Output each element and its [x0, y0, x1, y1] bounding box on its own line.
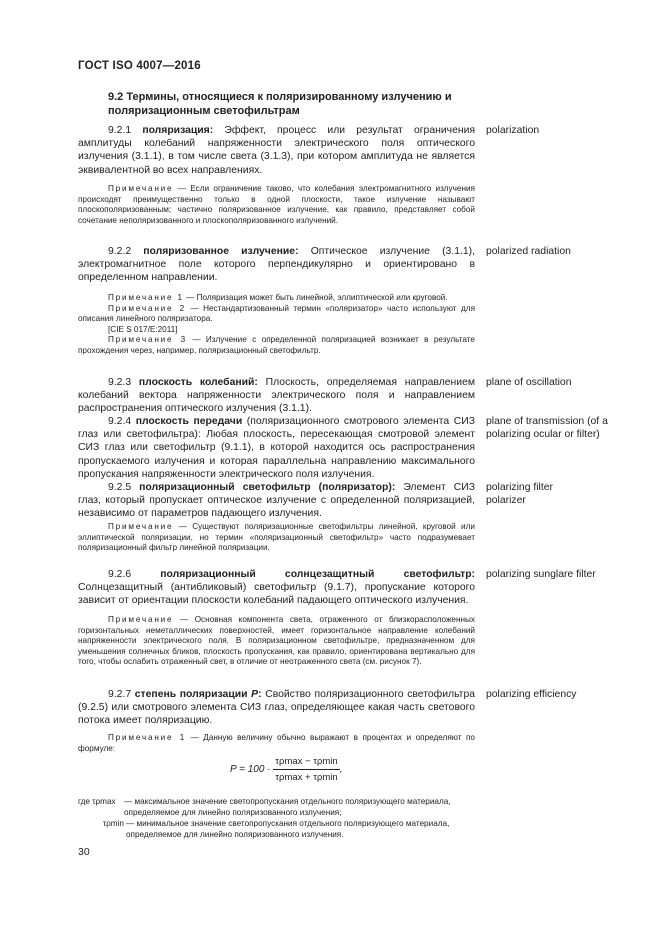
term-definition: (поляризационного смотрового элемента СИЗ глаз или светофильтра): Любая плоскость, пересекающая смотровой элемент СИЗ глаз или светофильтр (9.1.1), в которой находится ось распространения пропускаемого излучения и которая параллельна направлению максимального пропускания напряженности электрического поля излучения.: [78, 416, 475, 480]
note-9-2-5: Примечание — Существуют поляризационные светофильтры линейной, круговой или эллиптической поляризации, но термин «поляризационный светофильтр» часто подразумевает поляризационный фильтр линейной поляризации.: [78, 522, 475, 553]
reference: [CIE S 017/E:2011]: [108, 324, 178, 334]
formula-numerator: τρmax − τρmin: [273, 756, 339, 770]
term-number: 9.2.1: [108, 125, 132, 136]
term-en-line: polarizing filter: [486, 482, 553, 493]
note-9-2-6: Примечание — Основная компонента света, отраженного от близкорасположенных горизонтальных неметаллических поверхностей, имеет горизонтальное направление колебаний напряженности электрического поля. В поляризационном светофильтре, предназначенном для уменьшения солнечных бликов, плоскость пропускания, как правило, ориентирована вертикально для того, чтобы ослабить отраженный свет, в отличие от неотраженного света (см. рисунок 7).: [78, 615, 475, 667]
term-definition: Свойство поляризационного светофильтра (9.2.5) или смотрового элемента СИЗ глаз, определяющее какая часть светового потока имеет поляризацию.: [78, 689, 475, 727]
term-name: поляризационный солнцезащитный светофильтр:: [160, 569, 475, 580]
term-en-plane-of-transmission: plane of transmission (of a polarizing ocular or filter): [486, 416, 608, 441]
note-9-2-7: Примечание 1 — Данную величину обычно выражают в процентах и определяют по формуле:: [78, 733, 475, 753]
term-name: поляризованное излучение:: [143, 246, 299, 257]
term-name: поляризация:: [142, 125, 214, 136]
term-number: 9.2.7: [108, 689, 132, 700]
term-en-polarization: polarization: [486, 125, 540, 136]
formula-denominator: τρmax + τρmin: [275, 772, 338, 783]
term-9-2-6: [78, 568, 475, 608]
document-header: ГОСТ ISO 4007—2016: [78, 60, 201, 72]
where-line-1: где τρmax — максимальное значение светопропускания отдельного поляризующего материала, определяемое для линейно поляризованного излучения;: [78, 797, 451, 817]
term-definition: Элемент СИЗ глаз, который пропускает оптическое излучение с определенной поляризацией, независимо от параметров падающего излучения.: [78, 482, 475, 520]
section-title: 9.2 Термины, относящиеся к поляризированному излучению и поляризационным светофильтрам: [108, 91, 452, 117]
term-en-polarizing-sunglare-filter: polarizing sunglare filter: [486, 569, 596, 580]
term-en-polarized-radiation: polarized radiation: [486, 246, 571, 257]
term-number: 9.2.2: [108, 246, 132, 257]
term-9-2-4: [78, 415, 475, 481]
note-9-2-1: Примечание — Если ограничение таково, что колебания электромагнитного излучения происходят преимущественно только в одной плоскости, такое излучение называют плоскополяризованным; частично поляризованное излучение, как правило, представляет собой сочетание неполяризованного и плоскополяризованного излучений.: [78, 184, 475, 225]
term-9-2-1: [78, 124, 475, 177]
term-number: 9.2.6: [108, 569, 132, 580]
term-definition: Оптическое излучение (3.1.1), электромагнитное поле которого перпендикулярно и ориентировано в определенном направлении.: [78, 246, 476, 284]
term-9-2-7: [78, 688, 475, 728]
where-line-2: τρmin — минимальное значение светопропускания отдельного поляризующего материала, определяемое для линейно поляризованного излучения.: [102, 819, 450, 839]
term-9-2-2: [78, 245, 475, 285]
term-definition: Солнцезащитный (антибликовый) светофильтр (9.1.7), пропускание которого зависит от ориентации плоскости колебаний падающего оптического излучения.: [78, 582, 475, 607]
term-name: плоскость колебаний:: [138, 377, 258, 388]
notes-9-2-2: Примечание 1 — Поляризация может быть линейной, эллиптической или круговой. Примечание 2 — Нестандартизованный термин «поляризатор» часто используют для описания линейного поляризатора. [CIE S 017/E:2011] Примечание 3 — Излучение с определенной поляризацией возникает в результате прохождения через, например, поляризационный светофильтр.: [78, 293, 475, 355]
term-9-2-5: [78, 481, 475, 521]
term-en-plane-of-oscillation: plane of oscillation: [486, 377, 572, 388]
term-name: поляризационный светофильтр (поляризатор):: [139, 482, 396, 493]
term-number: 9.2.5: [108, 482, 132, 493]
page-number: 30: [78, 846, 90, 858]
formula-lhs: P = 100 ·: [230, 764, 271, 776]
term-en-polarizing-filter: [486, 481, 611, 507]
term-number: 9.2.3: [108, 377, 132, 388]
term-name: плоскость передачи: [135, 416, 243, 427]
term-definition: Плоскость, определяемая направлением колебаний вектора напряженности электрического поля и направлением распространения оптического излучения (3.1.1).: [78, 377, 476, 415]
term-en-line: polarizer: [486, 495, 526, 507]
formula-fraction: [273, 756, 339, 783]
term-name: степень поляризации P:: [134, 689, 262, 700]
term-definition: Эффект, процесс или результат ограничения амплитуды колебаний напряженности электрического поля оптического излучения (3.1.1), в том числе света (3.1.3), при котором амплитуда не является эквивалентной во всех направлениях.: [78, 125, 476, 176]
polarization-formula: P = 100 · $\frac{\tau\rho\max - \tau\rho\min}{\tau\rho\max + \tau\rho\min}$ ,: [230, 756, 343, 783]
term-en-polarizing-efficiency: polarizing efficiency: [486, 689, 577, 700]
term-number: 9.2.4: [108, 416, 132, 427]
term-9-2-3: [78, 376, 475, 416]
